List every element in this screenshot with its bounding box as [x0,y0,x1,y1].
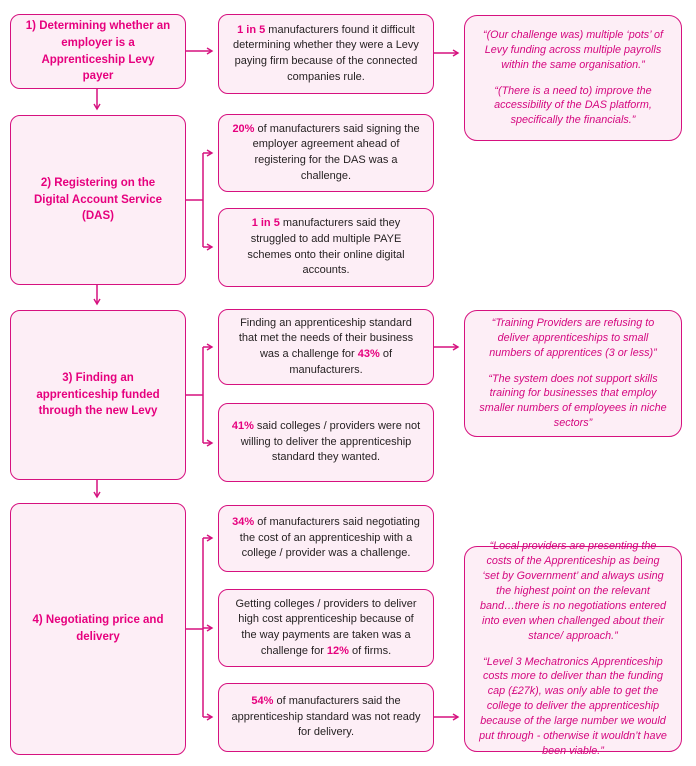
finding-box-negotiating-cost [218,505,434,572]
quote-text: “Training Providers are refusing to deliver apprenticeships to small numbers of apprentices (3 or less)” [489,316,657,359]
finding-stat: 1 in 5 [237,23,266,36]
quote-box-stage1 [464,15,682,141]
stage-4-label: 4) Negotiating price and delivery [32,614,164,643]
finding-stat: 12% [326,644,349,657]
finding-stat: 20% [232,122,255,135]
quote-text: “(Our challenge was) multiple ‘pots’ of Levy funding across multiple payrolls within the same organisation.” [482,28,664,71]
finding-box-standard-needs [218,309,434,385]
stage-box-3 [10,310,186,480]
finding-stat: 41% [231,420,254,433]
quote-text: “(There is a need to) improve the accessibility of the DAS platform, specifically the financials.” [494,84,652,127]
bracket-stage2 [186,153,203,247]
quote-text: “The system does not support skills training for businesses that employ smaller numbers of employees in niche sectors” [479,372,667,430]
finding-stat: 34% [232,516,255,529]
finding-text: Finding an apprenticeship standard that met the needs of their business was a challenge for 43% of manufacturers. [238,316,414,376]
finding-box-providers-not-willing [218,403,434,482]
finding-text: 54% of manufacturers said the apprenticeship standard was not ready for delivery. [231,695,421,739]
stage-3-label: 3) Finding an apprenticeship funded through the new Levy [36,371,160,418]
finding-text: Getting colleges / providers to deliver high cost apprenticeship because of the way payments are taken was a challenge for 12% of firms. [235,597,417,657]
finding-text: 34% of manufacturers said negotiating the cost of an apprenticeship with a college / provider was a challenge. [232,516,420,560]
finding-text: 1 in 5 manufacturers found it difficult determining whether they were a Levy paying firm because of the connected companies rule. [233,23,419,83]
stage-1-label: 1) Determining whether an employer is a Apprenticeship Levy payer [25,20,171,83]
stage-box-4 [10,503,186,755]
bracket-stage3 [186,347,203,443]
bracket-stage4 [186,538,203,717]
finding-box-high-cost-payments [218,589,434,667]
finding-box-not-ready-delivery [218,683,434,752]
finding-box-employer-agreement [218,114,434,192]
stage-2-label: 2) Registering on the Digital Account Service (DAS) [33,176,163,223]
quote-text: “Level 3 Mechatronics Apprenticeship costs more to deliver than the funding cap (£27k), was only able to get the college to deliver the apprenticeship because of the large number we would put through - otherwise it wouldn’t have been viable.” [479,655,667,757]
stage-box-1 [10,14,186,89]
finding-stat: 1 in 5 [251,217,280,230]
quote-box-stage3 [464,310,682,437]
finding-stat: 43% [357,348,380,360]
finding-stat: 54% [251,695,274,708]
finding-text: 20% of manufacturers said signing the employer agreement ahead of registering for the DAS was a challenge. [232,122,420,182]
quote-text: “Local providers are presenting the costs of the Apprenticeship as being ‘set by Government’ and always using the highest point on the relevant band…there is no negotiations entered into even when challenged about their stance/ approach.” [479,540,667,642]
finding-box-paye-schemes [218,208,434,287]
quote-box-stage4 [464,540,682,757]
finding-box-connected-companies [218,14,434,94]
finding-text: 41% said colleges / providers were not willing to deliver the apprenticeship standard they wanted. [231,420,421,464]
stage-box-2 [10,115,186,285]
finding-text: 1 in 5 manufacturers said they struggled to add multiple PAYE schemes onto their online digital accounts. [247,217,405,277]
